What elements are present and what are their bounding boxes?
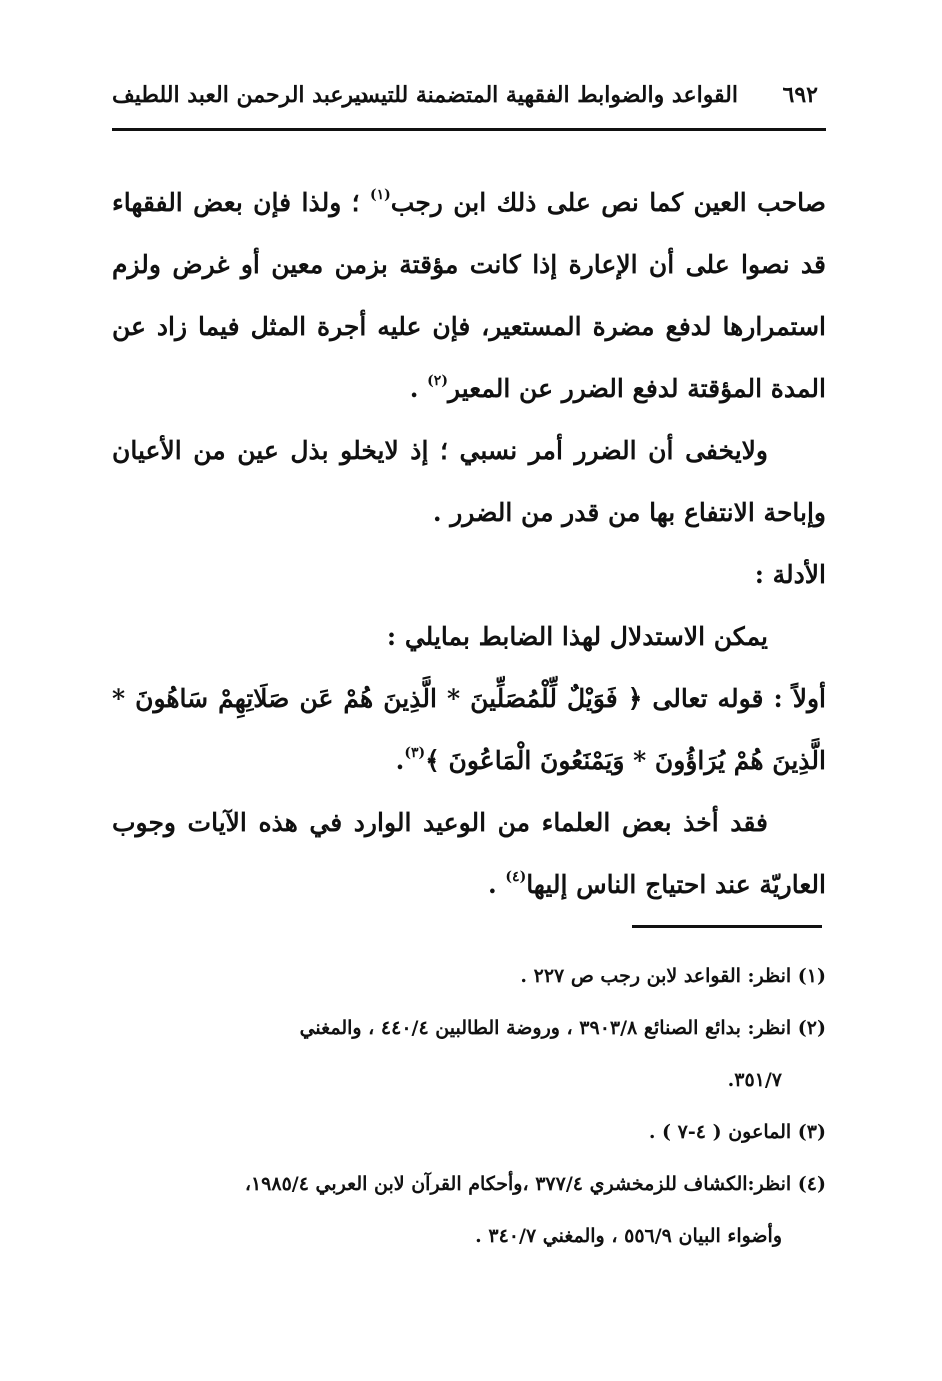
- footnote-ref-2: (٢): [427, 373, 448, 389]
- footnote-4: (٤) انظر:الكشاف للزمخشري ٣٧٧/٤ ،وأحكام القرآن لابن العربي ١٩٨٥/٤،: [244, 1173, 826, 1195]
- main-text: [112, 172, 826, 916]
- footnote-ref-1: (١): [370, 187, 391, 203]
- footnote-ref-3: (٣): [404, 745, 426, 761]
- footnote-2: (٢) انظر: بدائع الصنائع ٣٩٠٣/٨ ، وروضة الطالبين ٤٤٠/٤ ، والمغني: [299, 1017, 826, 1039]
- paragraph-5-end: .: [487, 870, 506, 899]
- paragraph-5-text: فقد أخذ بعض العلماء من الوعيد الوارد في هذه الآيات وجوب العاريّة عند احتياج الناس إليها: [112, 808, 826, 899]
- book-title: القواعد والضوابط الفقهية المتضمنة للتيسير: [342, 82, 738, 108]
- running-header: [112, 76, 826, 118]
- paragraph-1-end: .: [409, 374, 428, 403]
- footnote-ref-4: (٤): [505, 869, 527, 885]
- paragraph-2: ولايخفى أن الضرر أمر نسبي ؛ إذ لايخلو بذل عين من الأعيان وإباحة الانتفاع بها من قدر من الضرر .: [112, 436, 826, 527]
- footnote-divider: [632, 925, 822, 928]
- paragraph-5: [112, 792, 826, 916]
- footnotes: [112, 950, 826, 1262]
- footnote-2-continued: ٣٥١/٧.: [727, 1069, 782, 1091]
- paragraph-4-end: .: [395, 746, 405, 775]
- author-name: د. عبد الرحمن العبد اللطيف: [112, 82, 369, 108]
- header-divider: [112, 128, 826, 131]
- footnote-3: (٣) الماعون ( ٤-٧ ) .: [648, 1121, 826, 1143]
- paragraph-1: [112, 172, 826, 420]
- section-heading: الأدلة :: [754, 560, 826, 589]
- footnote-1: (١) انظر: القواعد لابن رجب ص ٢٢٧ .: [520, 965, 826, 987]
- paragraph-4-intro: أولاً : قوله تعالى: [642, 684, 826, 713]
- paragraph-3: يمكن الاستدلال لهذا الضابط بمايلي :: [386, 622, 768, 651]
- paragraph-1-text: صاحب العين كما نص على ذلك ابن رجب: [390, 188, 826, 217]
- quran-verse: ﴿ فَوَيْلٌ لِّلْمُصَلِّينَ * الَّذِينَ هُمْ عَن صَلَاتِهِمْ سَاهُونَ * الَّذِينَ هُمْ يُرَاؤُونَ * وَيَمْنَعُونَ الْمَاعُونَ ﴾: [112, 684, 826, 775]
- paragraph-1-tail: ؛ ولذا فإن بعض الفقهاء قد نصوا على أن الإعارة إذا كانت مؤقتة بزمن معين أو غرض ولزم استمرارها لدفع مضرة المستعير، فإن عليه أجرة المثل فيما زاد عن المدة المؤقتة لدفع الضرر عن المعير: [112, 188, 826, 403]
- paragraph-4: [112, 668, 826, 792]
- footnote-4-continued: وأضواء البيان ٥٥٦/٩ ، والمغني ٣٤٠/٧ .: [475, 1225, 782, 1247]
- page-number: ٦٩٢: [782, 82, 818, 108]
